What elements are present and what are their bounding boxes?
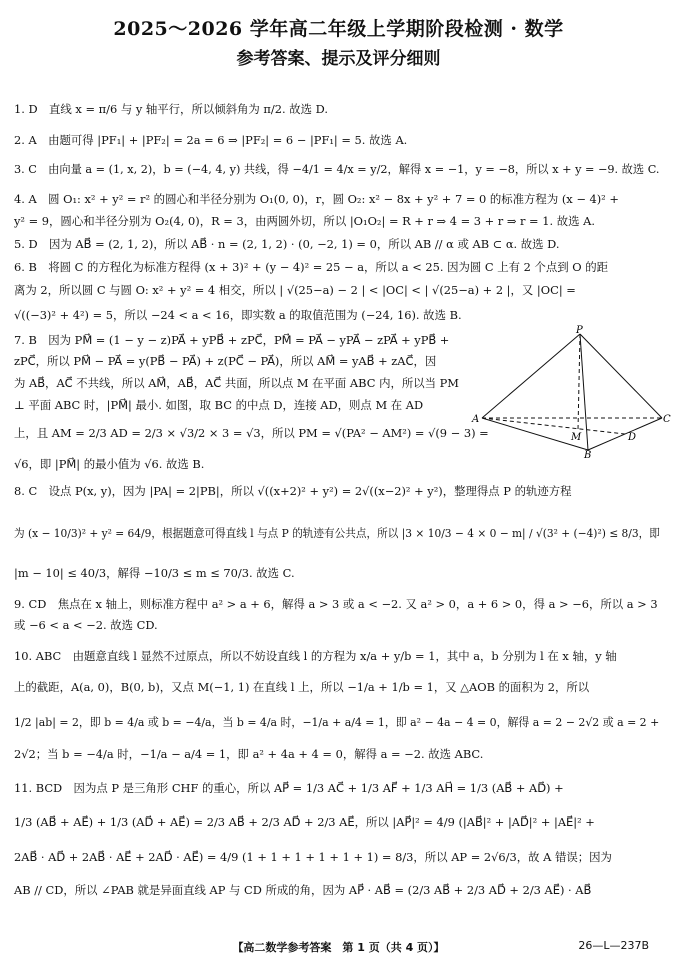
answer-9: 9. CD 焦点在 x 轴上，则标准方程中 a² > a + 6，解得 a > 3 或 a < −2. 又 a² > 0，a + 6 > 0，得 a > −6，所以 a > 3 bbox=[14, 597, 658, 611]
answer-8-cont: 为 (x − 10/3)² + y² = 64/9，根据题意可得直线 l 与点 P 的轨迹有公共点，所以 |3 × 10/3 − 4 × 0 − m| / √(3² + (−4)²) ≤ 8/3，即 bbox=[14, 526, 660, 540]
page-footer bbox=[0, 939, 677, 955]
answer-7-cont: √6，即 |PM⃗| 的最小值为 √6. 故选 B. bbox=[14, 457, 205, 471]
label-B: B bbox=[584, 450, 592, 461]
answer-9-cont: 或 −6 < a < −2. 故选 CD. bbox=[14, 618, 158, 632]
answer-10-cont: 1/2 |ab| = 2，即 b = 4/a 或 b = −4/a，当 b = 4/a 时，−1/a + a/4 = 1，即 a² − 4a − 4 = 0，解得 a = 2 − 2√2 或 a = 2 + bbox=[14, 715, 660, 729]
label-A: A bbox=[472, 414, 480, 425]
answer-11-cont: 1/3 (AB⃗ + AE⃗) + 1/3 (AD⃗ + AE⃗) = 2/3 AB⃗ + 2/3 AD⃗ + 2/3 AE⃗，所以 |AP⃗|² = 4/9 (|AB⃗|² + |AD⃗|² + |AE⃗|² + bbox=[14, 815, 595, 829]
answer-5: 5. D 因为 AB⃗ = (2, 1, 2)，所以 AB⃗ · n = (2, 1, 2) · (0, −2, 1) = 0，所以 AB // α 或 AB ⊂ α. 故选 D. bbox=[14, 237, 560, 251]
answer-10: 10. ABC 由题意直线 l 显然不过原点，所以不妨设直线 l 的方程为 x/a + y/b = 1，其中 a，b 分别为 l 在 x 轴，y 轴 bbox=[14, 649, 617, 663]
label-M: M bbox=[571, 432, 582, 443]
answer-6: 6. B 将圆 C 的方程化为标准方程得 (x + 3)² + (y − 4)² = 25 − a，所以 a < 25. 因为圆 C 上有 2 个点到 O 的距 bbox=[14, 260, 609, 274]
answer-2: 2. A 由题可得 |PF₁| + |PF₂| = 2a = 6 ⇒ |PF₂| = 6 − |PF₁| = 5. 故选 A. bbox=[14, 133, 408, 147]
answer-7-cont: zPC⃗，所以 PM⃗ − PA⃗ = y(PB⃗ − PA⃗) + z(PC⃗ − PA⃗)，所以 AM⃗ = yAB⃗ + zAC⃗，因 bbox=[14, 354, 437, 368]
answer-8-cont: |m − 10| ≤ 40/3，解得 −10/3 ≤ m ≤ 70/3. 故选 C. bbox=[14, 566, 295, 580]
page-subtitle: 参考答案、提示及评分细则 bbox=[236, 49, 441, 69]
answer-10-cont: 2√2；当 b = −4/a 时，−1/a − a/4 = 1，即 a² + 4a + 4 = 0，解得 a = −2. 故选 ABC. bbox=[14, 747, 484, 761]
label-P: P bbox=[576, 325, 583, 336]
answer-4: 4. A 圆 O₁: x² + y² = r² 的圆心和半径分别为 O₁(0, 0)，r，圆 O₂: x² − 8x + y² + 7 = 0 的标准方程为 (x − 4)² + bbox=[14, 192, 619, 206]
answer-11-cont: AB // CD，所以 ∠PAB 就是异面直线 AP 与 CD 所成的角，因为 AP⃗ · AB⃗ = (2/3 AB⃗ + 2/3 AD⃗ + 2/3 AE⃗) · AB⃗ bbox=[14, 883, 592, 897]
answer-1: 1. D 直线 x = π/6 与 y 轴平行，所以倾斜角为 π/2. 故选 D. bbox=[14, 102, 328, 116]
answer-10-cont: 上的截距，A(a, 0)，B(0, b)，又点 M(−1, 1) 在直线 l 上，所以 −1/a + 1/b = 1，又 △AOB 的面积为 2，所以 bbox=[14, 680, 590, 694]
tetrahedron-figure bbox=[472, 325, 671, 461]
answer-7: 7. B 因为 PM⃗ = (1 − y − z)PA⃗ + yPB⃗ + zPC⃗，PM⃗ = PA⃗ − yPA⃗ − zPA⃗ + yPB⃗ + bbox=[14, 333, 450, 347]
answer-3: 3. C 由向量 a = (1, x, 2)，b = (−4, 4, y) 共线，得 −4/1 = 4/x = y/2，解得 x = −1，y = −8，所以 x + y = −9. 故选 C. bbox=[14, 162, 660, 176]
answer-6-cont: 离为 2，所以圆 C 与圆 O: x² + y² = 4 相交，所以 | √(25−a) − 2 | < |OC| < | √(25−a) + 2 |，又 |OC| = bbox=[14, 283, 576, 297]
answer-7-cont: 为 AB⃗，AC⃗ 不共线，所以 AM⃗，AB⃗，AC⃗ 共面，所以点 M 在平面 ABC 内，所以当 PM bbox=[14, 376, 459, 390]
page-title: 2025～2026 学年高二年级上学期阶段检测 · 数学 bbox=[113, 18, 564, 40]
footer-page-info: 【高二数学参考答案 第 1 页（共 4 页）】 bbox=[232, 941, 445, 954]
answer-11: 11. BCD 因为点 P 是三角形 CHF 的重心，所以 AP⃗ = 1/3 AC⃗ + 1/3 AF⃗ + 1/3 AH⃗ = 1/3 (AB⃗ + AD⃗) + bbox=[14, 781, 564, 795]
answer-7-cont: ⊥ 平面 ABC 时，|PM⃗| 最小. 如图，取 BC 的中点 D，连接 AD，则点 M 在 AD bbox=[14, 398, 424, 412]
answer-4-cont: y² = 9，圆心和半径分别为 O₂(4, 0)，R = 3，由两圆外切，所以 |O₁O₂| = R + r ⇒ 4 = 3 + r ⇒ r = 1. 故选 A. bbox=[14, 214, 595, 228]
answer-6-cont: √((−3)² + 4²) = 5，所以 −24 < a < 16，即实数 a 的取值范围为 (−24, 16). 故选 B. bbox=[14, 308, 462, 322]
answer-7-cont: 上，且 AM = 2/3 AD = 2/3 × √3/2 × 3 = √3，所以 PM = √(PA² − AM²) = √(9 − 3) = bbox=[14, 426, 489, 440]
label-C: C bbox=[663, 414, 671, 425]
answer-11-cont: 2AB⃗ · AD⃗ + 2AB⃗ · AE⃗ + 2AD⃗ · AE⃗) = 4/9 (1 + 1 + 1 + 1 + 1 + 1) = 8/3，所以 AP = 2√6/3，故 A 错误；因为 bbox=[14, 850, 612, 864]
label-D: D bbox=[628, 432, 637, 443]
footer-code: 26—L—237B bbox=[578, 939, 649, 952]
answer-8: 8. C 设点 P(x, y)，因为 |PA| = 2|PB|，所以 √((x+2)² + y²) = 2√((x−2)² + y²)，整理得点 P 的轨迹方程 bbox=[14, 484, 572, 498]
